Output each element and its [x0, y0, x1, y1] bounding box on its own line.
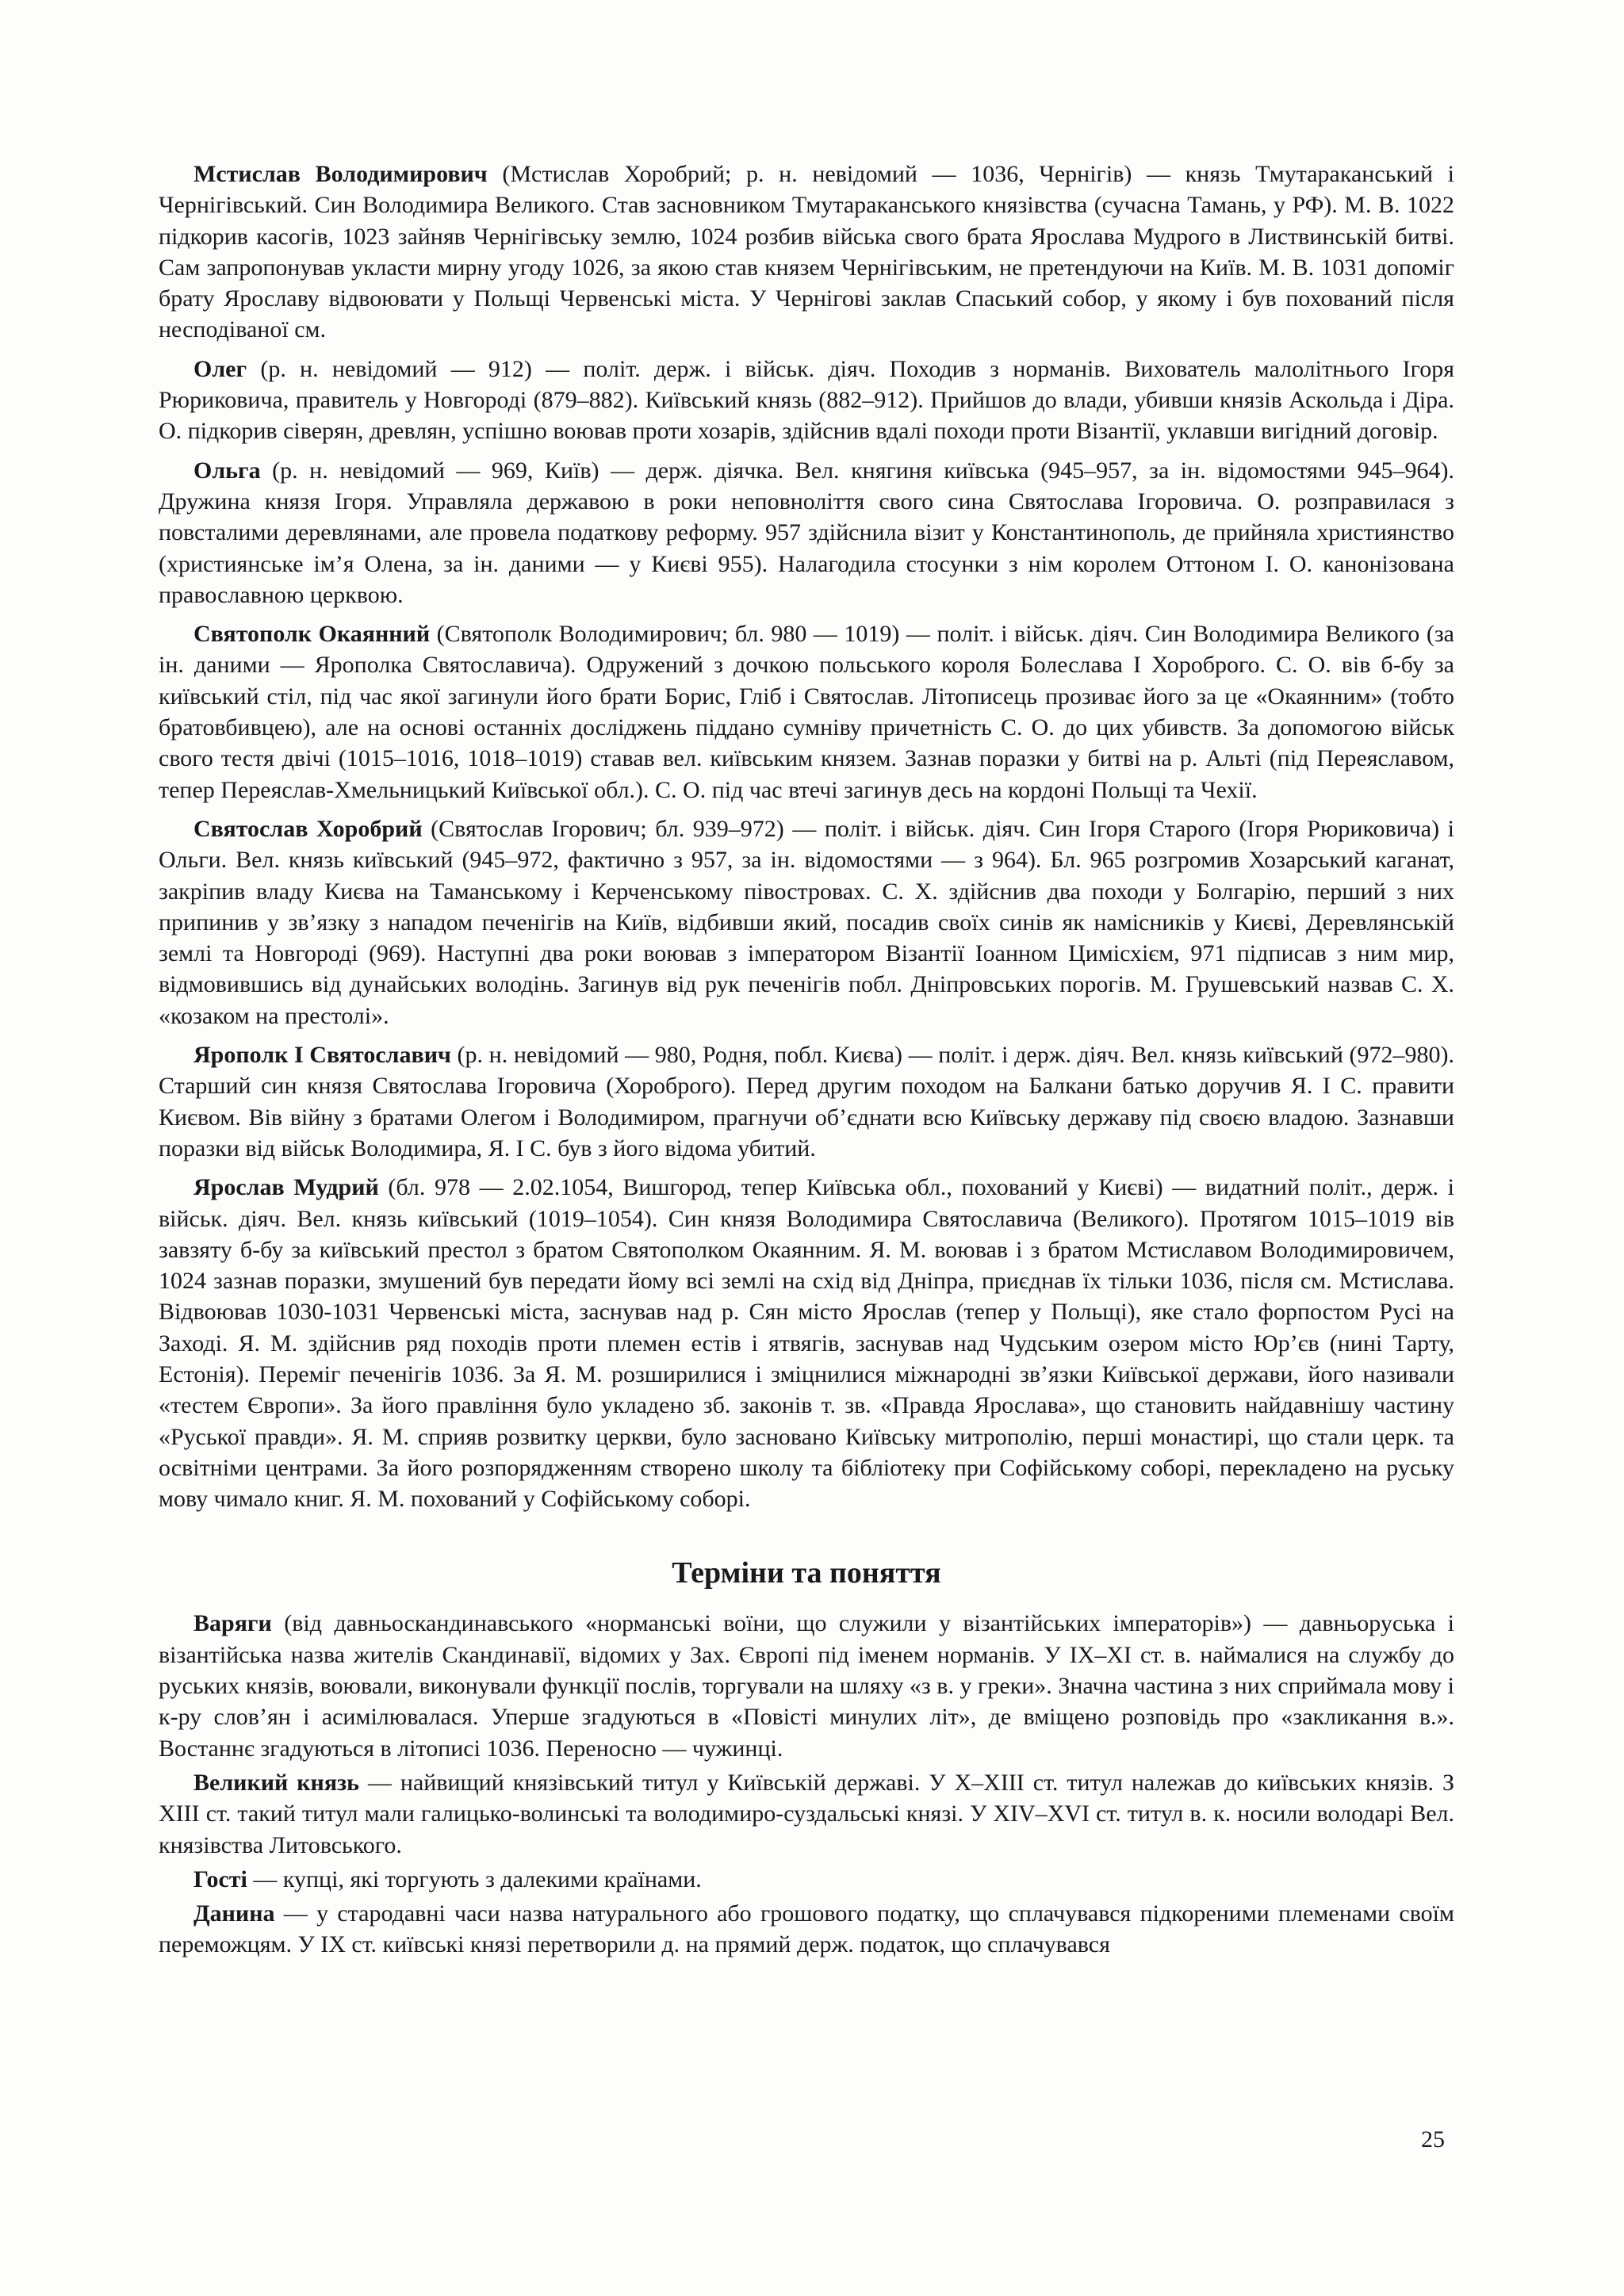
bio-name: Святослав Хоробрий — [193, 815, 423, 842]
bio-entry — [159, 354, 1454, 447]
bio-entry — [159, 1172, 1454, 1514]
page-number: 25 — [1421, 2126, 1445, 2152]
bio-text: (Святополк Володимирович; бл. 980 — 1019) — політ. і військ. діяч. Син Володимира Великого (за ін. даними — Ярополка Святославича). Одружений з дочкою польського короля Болеслава I Хороброго. С. О. вів б-бу за київський стіл, під час якої загинули його брати Борис, Гліб і Святослав. Літописець прозиває його за це «Окаянним» (тобто братовбивцею), але на основі останніх досліджень піддано сумніву причетність С. О. до цих убивств. За допомогою військ свого тестя двічі (1015–1016, 1018–1019) ставав вел. київським князем. Зазнав поразки у битві на р. Альті (під Переяславом, тепер Переяслав-Хмельницький Київської обл.). С. О. під час втечі загинув десь на кордоні Польщі та Чехії. — [159, 621, 1454, 803]
bio-entry — [159, 813, 1454, 1031]
term-text: — найвищий князівський титул у Київській державі. У X–XIII ст. титул належав до київських князів. З XIII ст. такий титул мали галицько-волинські та володимиро-суздальські князі. У XIV–XVI ст. титул в. к. носили володарі Вел. князівства Литовського. — [159, 1769, 1454, 1858]
page-content — [159, 159, 1454, 1964]
bio-entry — [159, 455, 1454, 610]
term-name: Данина — [193, 1900, 275, 1927]
bio-entry — [159, 618, 1454, 806]
bio-name: Олег — [193, 355, 247, 382]
bio-name: Мстислав Володимирович — [193, 161, 488, 187]
term-text: (від давньоскандинавського «норманські воїни, що служили у візантійських імператорів») — давньоруська і візантійська назва жителів Скандинавії, відомих у Зах. Європі під іменем норманів. У IX–XI ст. в. наймалися на службу до руських князів, воювали, виконували функції послів, торгували на шляху «з в. у греки». Значна частина з них сприймала мову і к-ру слов’ян і асимілювалася. Уперше згадуються в «Повісті минулих літ», де вміщено розповідь про «закликання в.». Востаннє згадуються в літописі 1036. Переносно — чужинці. — [159, 1610, 1454, 1762]
bio-text: (р. н. невідомий — 969, Київ) — держ. діячка. Вел. княгиня київська (945–957, за ін. відомостями 945–964). Дружина князя Ігоря. Управляла державою в роки неповноліття свого сина Святослава Ігоровича. О. розправилася з повсталими деревлянами, але провела податкову реформу. 957 здійснила візит у Константинополь, де прийняла християнство (християнське ім’я Олена, за ін. даними — у Києві 955). Налагодила стосунки з нім королем Оттоном I. О. канонізована православною церквою. — [159, 457, 1454, 608]
bio-text: (р. н. невідомий — 912) — політ. держ. і військ. діяч. Походив з норманів. Вихователь малолітнього Ігоря Рюриковича, правитель у Новгороді (879–882). Київський князь (882–912). Прийшов до влади, убивши князів Аскольда і Діра. О. підкорив сіверян, древлян, успішно воював проти хозарів, здійснив вдалі походи проти Візантії, уклавши вигідний договір. — [159, 355, 1454, 445]
biographies-section — [159, 159, 1454, 1514]
term-entry — [159, 1608, 1454, 1763]
term-text: — купці, які торгують з далекими країнами. — [247, 1866, 702, 1892]
bio-entry — [159, 1039, 1454, 1164]
bio-name: Ярослав Мудрий — [193, 1174, 379, 1201]
term-entry — [159, 1864, 1454, 1895]
bio-name: Ольга — [193, 457, 261, 484]
term-name: Гості — [193, 1866, 247, 1892]
bio-text: (Мстислав Хоробрий; р. н. невідомий — 1036, Чернігів) — князь Тмутараканський і Чернігівський. Син Володимира Великого. Став засновником Тмутараканського князівства (сучасна Тамань, у РФ). М. В. 1022 підкорив касогів, 1023 зайняв Чернігівську землю, 1024 розбив війська свого брата Ярослава Мудрого в Листвинській битві. Сам запропонував укласти мирну угоду 1026, за якою став князем Чернігівським, не претендуючи на Київ. М. В. 1031 допоміг брату Ярославу відвоювати у Польщі Червенські міста. У Чернігові заклав Спаський собор, у якому і був похований після несподіваної см. — [159, 161, 1454, 343]
term-name: Великий князь — [193, 1769, 359, 1796]
bio-text: (бл. 978 — 2.02.1054, Вишгород, тепер Київська обл., похований у Києві) — видатний політ., держ. і військ. діяч. Вел. князь київський (1019–1054). Син князя Володимира Святославича (Великого). Протягом 1015–1019 вів завзяту б-бу за київський престол з братом Святополком Окаянним. Я. М. воював і з братом Мстиславом Володимировичем, 1024 зазнав поразки, змушений був передати йому всі землі на схід від Дніпра, приєднав їх тільки 1036, після см. Мстислава. Відвоював 1030-1031 Червенські міста, заснував над р. Сян місто Ярослав (тепер у Польщі), яке стало форпостом Русі на Заході. Я. М. здійснив ряд походів проти племен естів і ятвягів, заснував над Чудським озером місто Юр’єв (нині Тарту, Естонія). Переміг печенігів 1036. За Я. М. розширилися і зміцнилися міжнародні зв’язки Київської держави, його називали «тестем Європи». За його правління було укладено зб. законів т. зв. «Правда Ярослава», що становить найдавнішу частину «Руської правди». Я. М. сприяв розвитку церкви, було засновано Київську митрополію, перші монастирі, що стали церк. та освітніми центрами. За його розпорядженням створено школу та бібліотеку при Софійському соборі, перекладено на руську мову чимало книг. Я. М. похований у Софійському соборі. — [159, 1174, 1454, 1513]
bio-text: (Святослав Ігорович; бл. 939–972) — політ. і військ. діяч. Син Ігоря Старого (Ігоря Рюриковича) і Ольги. Вел. князь київський (945–972, фактично з 957, за ін. відомостями — з 964). Бл. 965 розгромив Хозарський каганат, закріпив владу Києва на Таманському і Керченському півостровах. С. Х. здійснив два походи у Болгарію, перший з них припинив у зв’язку з нападом печенігів на Київ, відбивши який, посадив своїх синів як намісників у Києві, Деревлянській землі та Новгороді (969). Наступні два роки воював з імператором Візантії Іоанном Цимісхієм, 971 підписав з ним мир, відмовившись від дунайських володінь. Загинув від рук печенігів побл. Дніпровських порогів. М. Грушевський назвав С. Х. «козаком на престолі». — [159, 815, 1454, 1029]
section-title: Терміни та поняття — [672, 1556, 941, 1590]
terms-section — [159, 1608, 1454, 1960]
term-entry — [159, 1898, 1454, 1961]
bio-text: (р. н. невідомий — 980, Родня, побл. Києва) — політ. і держ. діяч. Вел. князь київський (972–980). Старший син князя Святослава Ігоровича (Хороброго). Перед другим походом на Балкани батько доручив Я. I С. правити Києвом. Вів війну з братами Олегом і Володимиром, прагнучи об’єднати всю Київську державу під своєю владою. Зазнавши поразки від військ Володимира, Я. I С. був з його відома убитий. — [159, 1042, 1454, 1161]
bio-entry — [159, 159, 1454, 346]
term-name: Варяги — [193, 1610, 272, 1637]
bio-name: Святополк Окаянний — [193, 621, 431, 648]
term-text: — у стародавні часи назва натурального або грошового податку, що сплачувався підкореними племенами своїм переможцям. У IX ст. київські князі перетворили д. на прямий держ. податок, що сплачувався — [159, 1900, 1454, 1958]
bio-name: Ярополк I Святославич — [193, 1042, 451, 1069]
term-entry — [159, 1767, 1454, 1861]
